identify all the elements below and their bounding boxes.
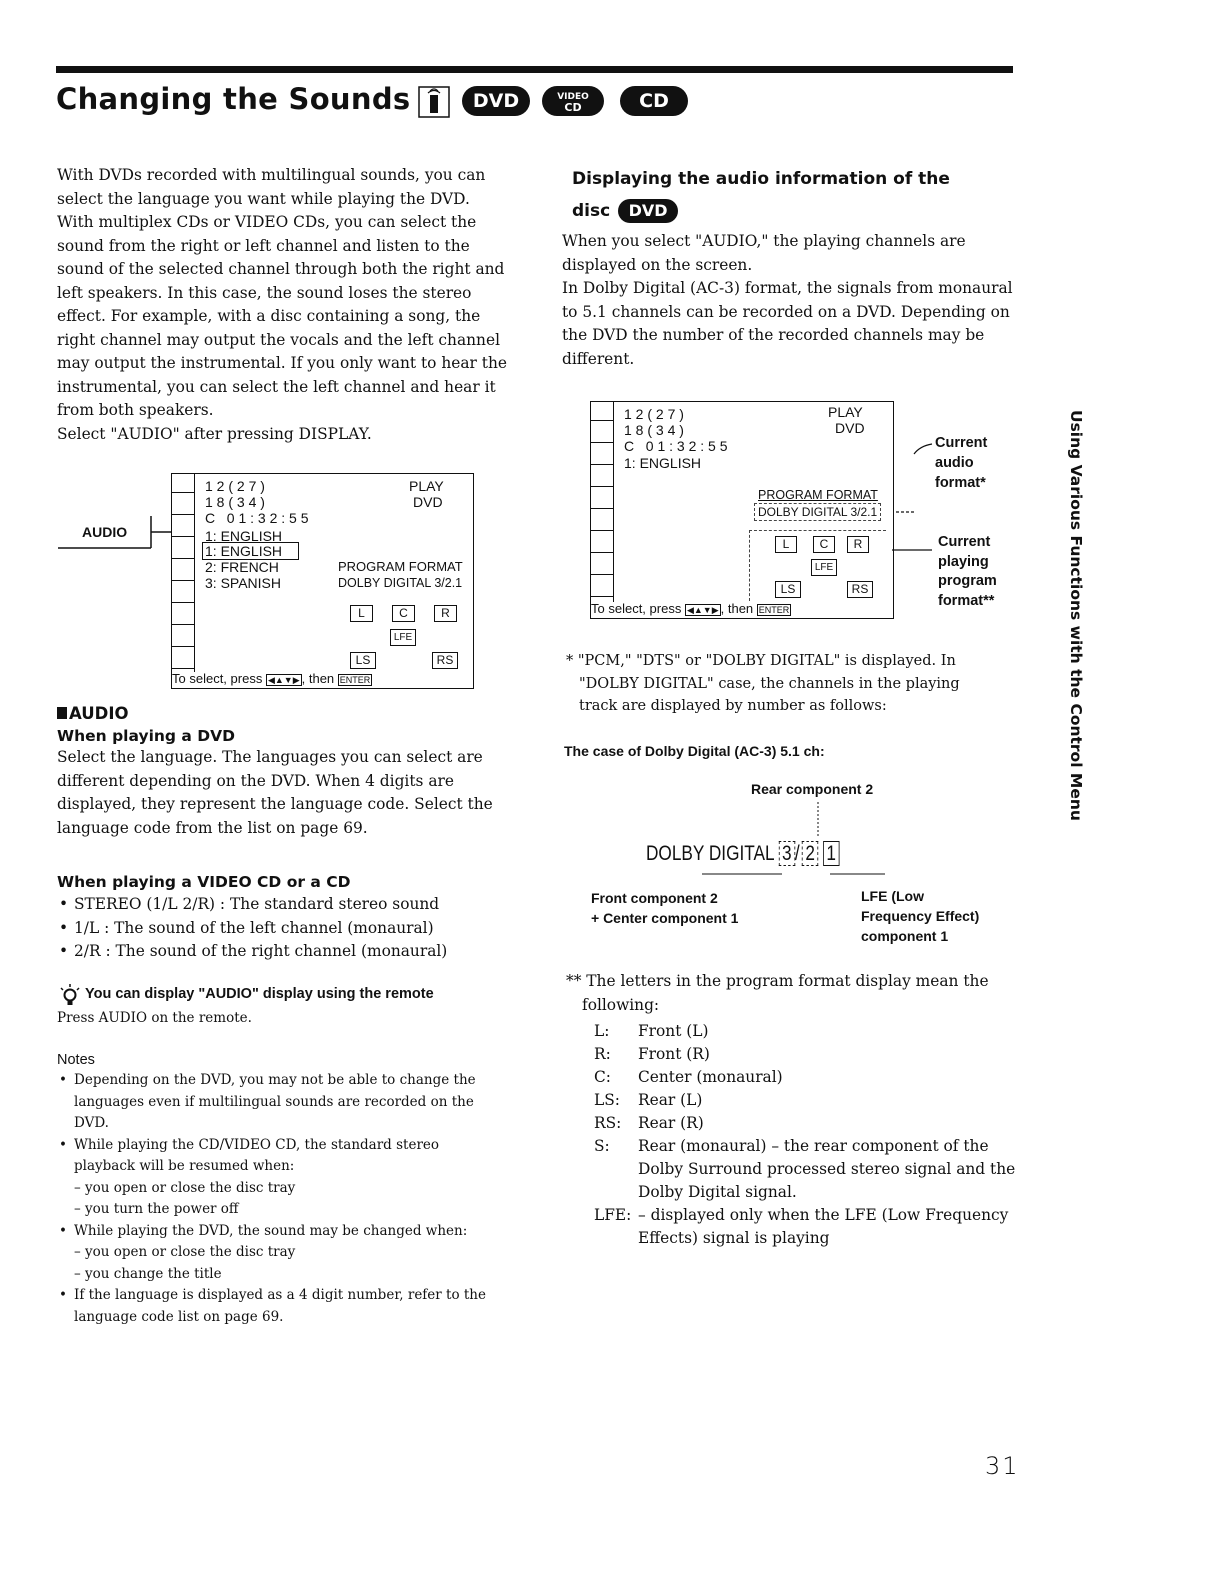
- display-info-heading: Displaying the audio information of the disc DVD: [572, 169, 950, 221]
- osd-disc: DVD: [413, 494, 443, 510]
- legend-row: LS: Rear (L): [594, 1091, 703, 1109]
- audio-option[interactable]: 2: FRENCH: [205, 559, 279, 575]
- channel-box: LS: [775, 581, 801, 598]
- notes-list: [57, 1070, 527, 1328]
- channel-box: RS: [847, 581, 873, 598]
- osd-footer: To select, press ◀▲▼▶ , then ENTER: [591, 601, 790, 616]
- vcd-item: • 2/R : The sound of the right channel (monaural): [57, 940, 527, 964]
- audio-option[interactable]: 3: SPANISH: [205, 575, 281, 591]
- vcd-item: • 1/L : The sound of the left channel (monaural): [57, 917, 527, 941]
- osd-screen-audio: [171, 473, 474, 689]
- front-component-label: Front component 2 + Center component 1: [591, 890, 739, 926]
- rear-leader: [815, 800, 821, 840]
- osd-program-label: PROGRAM FORMAT: [758, 488, 878, 502]
- channel-box: L: [775, 536, 797, 553]
- channel-box: C: [392, 605, 415, 622]
- osd-time: C 0 1 : 3 2 : 5 5: [205, 510, 309, 526]
- legend-row: RS: Rear (R): [594, 1114, 704, 1132]
- arrow-keys-icon: ◀▲▼▶: [267, 675, 300, 685]
- leader-lines: [880, 430, 940, 560]
- rear-component-label: Rear component 2: [751, 781, 874, 797]
- square-bullet-icon: [57, 707, 67, 719]
- dvd-line: displayed, they represent the language code. Select the: [57, 795, 493, 813]
- menu-tick: [172, 646, 194, 647]
- note-item: • If the language is displayed as a 4 digit number, refer to the language code list on page 69.: [57, 1285, 527, 1328]
- intro-line: select the language you want while playing the DVD.: [57, 189, 470, 208]
- digit-box: 3: [779, 841, 795, 866]
- osd-current-audio: 1: ENGLISH: [205, 528, 283, 544]
- channel-box: LFE: [390, 629, 416, 646]
- menu-tick: [172, 536, 194, 537]
- menu-tick: [172, 624, 194, 625]
- video-cd-badge: [542, 86, 604, 116]
- osd-time: C 0 1 : 3 2 : 5 5: [624, 438, 728, 454]
- osd-title-chapter: 1 8 ( 3 4 ): [205, 494, 265, 510]
- vcd-item: • STEREO (1/L 2/R) : The standard stereo sound: [57, 893, 527, 917]
- vcd-subheading: When playing a VIDEO CD or a CD: [57, 873, 351, 891]
- channel-box: R: [847, 536, 869, 553]
- audio-callout: AUDIO: [82, 524, 128, 540]
- page-title: Changing the Sounds: [56, 82, 411, 116]
- footnote-program-format: ** The letters in the program format display mean the following:: [566, 972, 989, 1014]
- note-item: • While playing the CD/VIDEO CD, the standard stereo playback will be resumed when: – you open or close the disc tray – you turn the power off: [57, 1135, 527, 1221]
- enter-key: ENTER: [339, 675, 371, 685]
- label-current-program-format: Current playing program format**: [938, 534, 997, 609]
- dvd-line: different depending on the DVD. When 4 digits are: [57, 771, 454, 790]
- osd-status: PLAY: [828, 404, 863, 420]
- osd-screen-program-format: [590, 401, 894, 619]
- channel-box: LFE: [811, 559, 837, 576]
- dvd-subheading: When playing a DVD: [57, 727, 235, 745]
- digit-box: 1: [823, 841, 839, 866]
- intro-line: instrumental, you can select the left channel and hear it: [57, 377, 496, 396]
- callout-bracket: [56, 512, 186, 552]
- dvd-text: [57, 746, 527, 840]
- intro-text: [57, 164, 527, 446]
- enter-key: ENTER: [758, 605, 790, 615]
- legend-row: C: Center (monaural): [594, 1068, 783, 1086]
- note-item: • While playing the DVD, the sound may be changed when: – you open or close the disc tray – you change the title: [57, 1221, 527, 1286]
- dvd-badge: DVD: [462, 86, 530, 116]
- channel-box: C: [813, 536, 835, 553]
- dvd-line: Select the language. The languages you can select are: [57, 748, 483, 766]
- side-tab: Using Various Functions with the Control Menu: [1067, 410, 1085, 821]
- display-info-text: When you select "AUDIO," the playing channels are displayed on the screen. In Dolby Digital (AC-3) format, the signals from monaural to 5.1 channels can be recorded on a DVD. Depending on the DVD the number of the recorded channels may be different.: [562, 232, 1013, 368]
- intro-line: left speakers. In this case, the sound loses the stereo: [57, 283, 472, 302]
- dvd-line: language code from the list on page 69.: [57, 818, 368, 837]
- intro-line: right channel may output the vocals and the left channel: [57, 330, 500, 349]
- footnote-audio-format: * "PCM," "DTS" or "DOLBY DIGITAL" is displayed. In "DOLBY DIGITAL" case, the channels in the playing track are displayed by number as follows:: [566, 653, 960, 714]
- svg-text:CD: CD: [564, 101, 582, 114]
- legend-row: S: Rear (monaural) – the rear component of the Dolby Surround processed stereo signal and the Dolby Digital signal.: [594, 1137, 1016, 1201]
- menu-tick: [172, 602, 194, 603]
- osd-program-value: DOLBY DIGITAL 3/2.1: [754, 503, 881, 521]
- legend-row: L: Front (L): [594, 1022, 709, 1040]
- digit-box: 2: [802, 841, 818, 866]
- channel-box: LS: [350, 652, 376, 669]
- notes-heading: Notes: [57, 1052, 95, 1068]
- menu-tick: [172, 514, 194, 515]
- channel-box: L: [350, 605, 373, 622]
- tip-heading: You can display "AUDIO" display using the remote: [85, 986, 434, 1002]
- cd-badge: CD: [620, 86, 688, 116]
- dolby-leaders: [700, 868, 890, 888]
- dolby-case-heading: The case of Dolby Digital (AC-3) 5.1 ch:: [564, 743, 825, 759]
- osd-title-chapter: 1 8 ( 3 4 ): [624, 422, 684, 438]
- tip-bulb-icon: [58, 983, 82, 1007]
- legend-row: R: Front (R): [594, 1045, 710, 1063]
- intro-line: sound of the selected channel through both the right and: [57, 260, 505, 278]
- legend-row: LFE: – displayed only when the LFE (Low Frequency Effects) signal is playing: [594, 1206, 1009, 1247]
- channel-box: R: [434, 605, 457, 622]
- intro-line: Select "AUDIO" after pressing DISPLAY.: [57, 424, 372, 443]
- osd-program-label: PROGRAM FORMAT: [338, 559, 463, 574]
- channel-box: RS: [432, 652, 458, 669]
- dvd-badge: DVD: [618, 199, 678, 223]
- intro-line: With multiplex CDs or VIDEO CDs, you can select the: [57, 213, 477, 231]
- menu-tick: [172, 558, 194, 559]
- svg-text:VIDEO: VIDEO: [557, 92, 589, 102]
- dolby-display: DOLBY DIGITAL 3 / 2 1: [646, 842, 839, 866]
- osd-current-audio: 1: ENGLISH: [624, 455, 702, 471]
- page-number: 31: [985, 1452, 1020, 1480]
- osd-status: PLAY: [409, 478, 444, 494]
- intro-line: effect. For example, with a disc containing a song, the: [57, 307, 481, 325]
- lfe-component-label: LFE (Low Frequency Effect) component 1: [861, 888, 980, 944]
- intro-line: may output the instrumental. If you only want to hear the: [57, 354, 507, 372]
- intro-line: from both speakers.: [57, 401, 214, 419]
- vcd-list: [57, 893, 527, 964]
- osd-footer: To select, press ◀▲▼▶ , then ENTER: [172, 671, 371, 686]
- audio-heading: AUDIO: [57, 704, 129, 723]
- audio-option[interactable]: 1: ENGLISH: [205, 543, 283, 559]
- tip-text: Press AUDIO on the remote.: [57, 1010, 252, 1026]
- arrow-keys-icon: ◀▲▼▶: [686, 605, 719, 615]
- intro-line: With DVDs recorded with multilingual sounds, you can: [57, 166, 486, 184]
- note-item: • Depending on the DVD, you may not be able to change the languages even if multilingual sounds are recorded on the DVD.: [57, 1070, 527, 1135]
- remote-icon: [418, 86, 450, 118]
- menu-tick: [172, 580, 194, 581]
- osd-title-chapter: 1 2 ( 2 7 ): [624, 406, 684, 422]
- label-current-audio-format: Current audio format*: [935, 435, 988, 491]
- osd-disc: DVD: [835, 420, 865, 436]
- osd-title-chapter: 1 2 ( 2 7 ): [205, 478, 265, 494]
- osd-program-value: DOLBY DIGITAL 3/2.1: [338, 576, 463, 590]
- top-rule: [56, 66, 1013, 73]
- intro-line: sound from the right or left channel and listen to the: [57, 236, 470, 255]
- menu-tick: [172, 668, 194, 669]
- menu-tick: [172, 492, 194, 493]
